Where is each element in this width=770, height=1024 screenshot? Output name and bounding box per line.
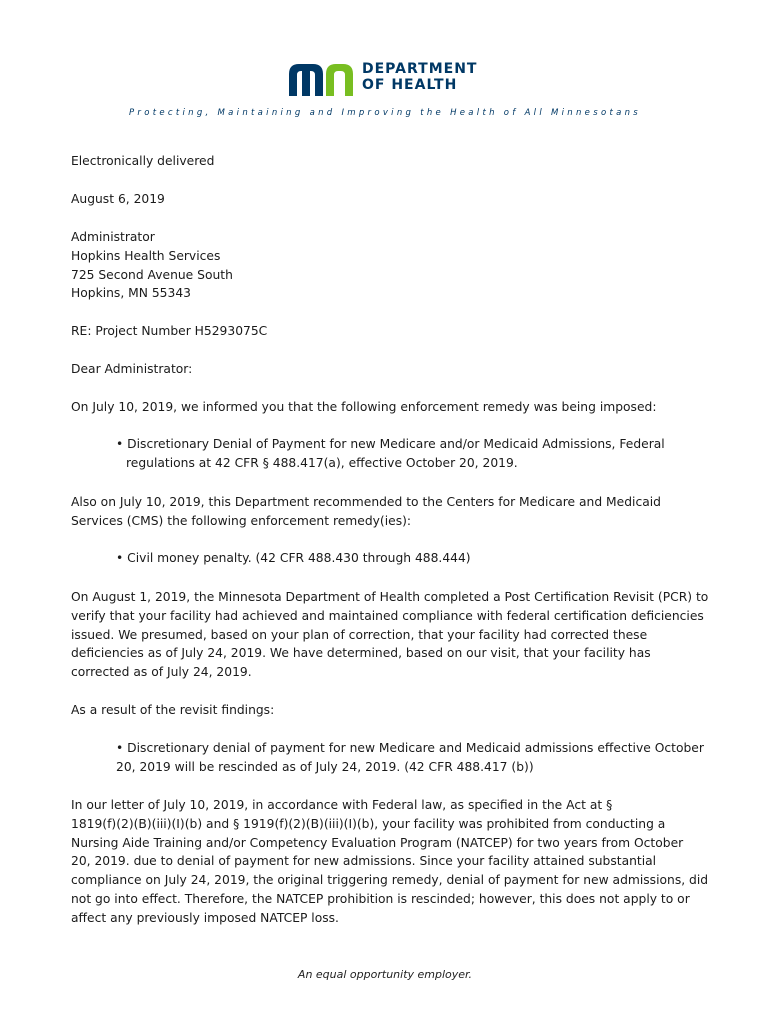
address-line: 725 Second Avenue South xyxy=(71,267,233,282)
paragraph-5 xyxy=(71,796,711,928)
bullet-item-1 xyxy=(116,435,716,473)
bullet-line: 20, 2019 will be rescinded as of July 24, 2019. (42 CFR 488.417 (b)) xyxy=(116,759,534,774)
delivery-method: Electronically delivered xyxy=(71,154,215,168)
recipient-address xyxy=(71,228,711,303)
paragraph-line: 1819(f)(2)(B)(iii)(I)(b) and § 1919(f)(2)(B)(iii)(I)(b), your facility was prohibited from conducting a xyxy=(71,816,666,831)
paragraph-line: affect any previously imposed NATCEP loss. xyxy=(71,910,339,925)
paragraph-line: not go into effect. Therefore, the NATCEP prohibition is rescinded; however, this does not apply to or xyxy=(71,891,690,906)
paragraph-line: compliance on July 24, 2019, the original triggering remedy, denial of payment for new admissions, did xyxy=(71,873,709,888)
paragraph-3 xyxy=(71,588,711,682)
logo-line-2: OF HEALTH xyxy=(362,77,458,93)
paragraph-line: In our letter of July 10, 2019, in accordance with Federal law, as specified in the Act at § xyxy=(71,798,613,812)
paragraph-line: Also on July 10, 2019, this Department recommended to the Centers for Medicare and Medicaid xyxy=(71,495,661,509)
subject-line: RE: Project Number H5293075C xyxy=(71,324,268,338)
paragraph-2 xyxy=(71,493,711,531)
paragraph-4: As a result of the revisit findings: xyxy=(71,703,275,717)
bullet-item-2: • Civil money penalty. (42 CFR 488.430 through 488.444) xyxy=(116,551,471,565)
paragraph-line: deficiencies as of July 24, 2019. We have determined, based on our visit, that your facility has xyxy=(71,646,651,661)
paragraph-line: 20, 2019. due to denial of payment for new admissions. Since your facility attained substantial xyxy=(71,854,657,869)
letter-date: August 6, 2019 xyxy=(71,192,165,206)
paragraph-1: On July 10, 2019, we informed you that the following enforcement remedy was being imposed: xyxy=(71,400,657,414)
bullet-line: • Discretionary denial of payment for new Medicare and Medicaid admissions effective October xyxy=(116,741,704,755)
address-line: Hopkins, MN 55343 xyxy=(71,286,191,301)
bullet-line: regulations at 42 CFR § 488.417(a), effective October 20, 2019. xyxy=(126,455,518,470)
tagline: Protecting, Maintaining and Improving the Health of All Minnesotans xyxy=(129,108,641,118)
address-line: Hopkins Health Services xyxy=(71,248,221,263)
bullet-line: • Discretionary Denial of Payment for new Medicare and/or Medicaid Admissions, Federal xyxy=(116,437,665,451)
paragraph-line: verify that your facility had achieved and maintained compliance with federal certification deficiencies xyxy=(71,608,704,623)
bullet-item-3 xyxy=(116,739,716,777)
footer-text: An equal opportunity employer. xyxy=(297,968,473,981)
paragraph-line: On August 1, 2019, the Minnesota Department of Health completed a Post Certification Revisit (PCR) to xyxy=(71,590,709,604)
paragraph-line: Services (CMS) the following enforcement remedy(ies): xyxy=(71,513,412,528)
salutation: Dear Administrator: xyxy=(71,362,193,376)
paragraph-line: Nursing Aide Training and/or Competency Evaluation Program (NATCEP) for two years from October xyxy=(71,835,684,850)
paragraph-line: corrected as of July 24, 2019. xyxy=(71,665,252,680)
paragraph-line: issued. We presumed, based on your plan of correction, that your facility had corrected these xyxy=(71,627,648,642)
logo-line-1: DEPARTMENT xyxy=(362,61,478,77)
logo-wordmark xyxy=(362,61,477,93)
address-line: Administrator xyxy=(71,230,155,244)
